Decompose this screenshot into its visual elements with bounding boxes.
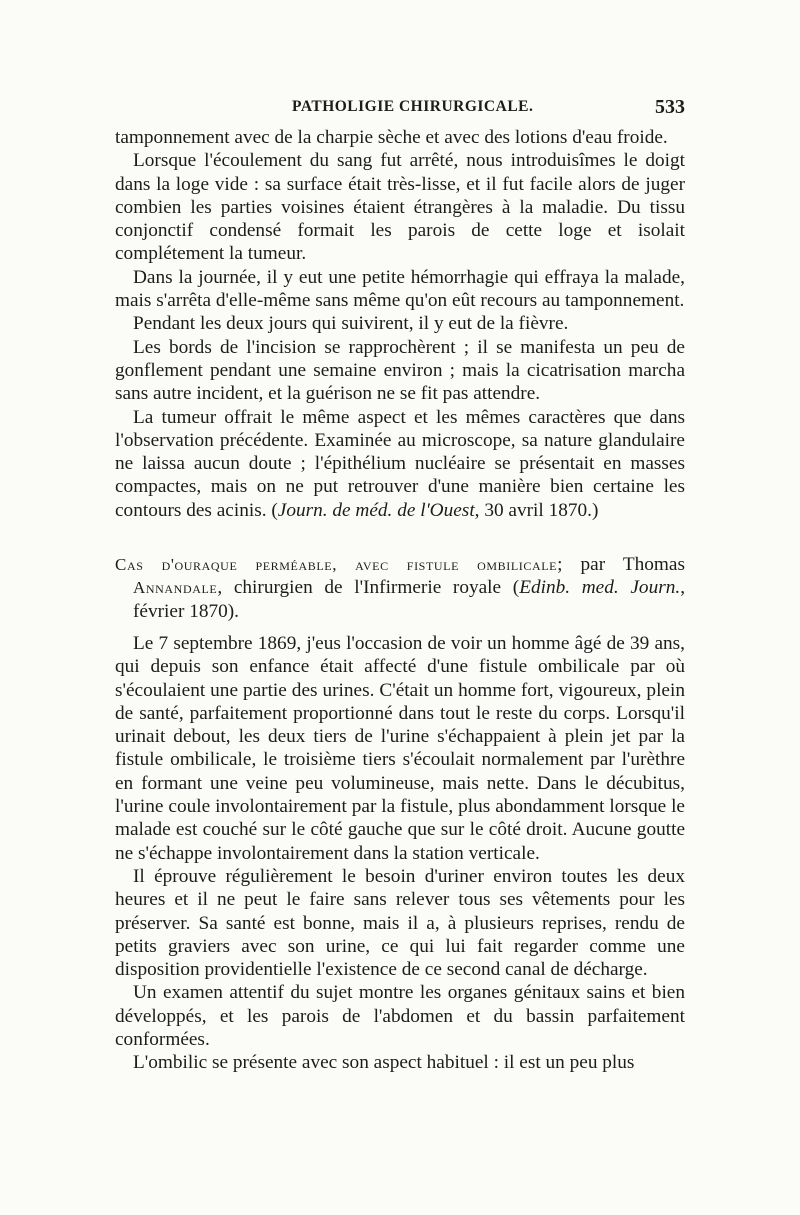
page-number: 533 [655,96,685,118]
paragraph: Dans la journée, il y eut une petite hémorrhagie qui effraya la malade, mais s'arrêta d'elle-même sans même qu'on eût recours au tamponnement. [115,266,685,312]
paragraph: Il éprouve régulièrement le besoin d'uriner environ toutes les deux heures et il ne peut le faire sans relever tous ses vêtements pour les préserver. Sa santé est bonne, mais il a, à plusieurs reprises, rendu de petits graviers avec son urine, ce qui lui fait regarder comme une disposition providentielle l'existence de ce second canal de décharge. [115,865,685,981]
running-head-title: PATHOLIGIE CHIRURGICALE. [292,98,534,115]
section-heading [115,553,685,623]
section-spacer [115,623,685,632]
paragraph-text: La tumeur offrait le même aspect et les mêmes caractères que dans l'observation précédente. Examinée au microscope, sa nature glandulaire ne laissa aucun doute ; l'épithélium nucléaire se présentait en masses compactes, mais on ne put retrouver d'une manière bien certaine les contours des acinis. ( [115,406,685,521]
body-text [115,126,685,1075]
section-title: Cas d'ouraque perméable, avec fistule ombilicale [115,555,558,575]
section-journal: Edinb. med. Journ. [519,577,681,599]
paragraph: Les bords de l'incision se rapprochèrent ; il se manifesta un peu de gonflement pendant une semaine environ ; mais la cicatrisation marcha sans autre incident, et la guérison ne se fit pas attendre. [115,336,685,405]
paragraph-continuation: tamponnement avec de la charpie sèche et avec des lotions d'eau froide. [115,127,668,148]
running-head [115,96,685,120]
journal-citation: Journ. de méd. de l'Ouest [277,499,475,521]
paragraph: Un examen attentif du sujet montre les organes génitaux sains et bien développés, et les parois de l'abdomen et du bassin parfaitement conformées. [115,982,685,1050]
section-affiliation: , chirurgien de l'Infirmerie royale ( [217,577,520,599]
paragraph: L'ombilic se présente avec son aspect habituel : il est un peu plus [133,1052,635,1074]
paragraph-with-citation [115,406,685,522]
section-separator: ; par Thomas [557,554,685,576]
section-author: Annandale [133,578,218,598]
citation-date: , 30 avril 1870.) [474,499,599,521]
paragraph: Pendant les deux jours qui suivirent, il y eut de la fièvre. [133,313,569,335]
section-date: , février 1870). [133,577,686,622]
paragraph: Lorsque l'écoulement du sang fut arrêté, nous introduisîmes le doigt dans la loge vide : sa surface était très-lisse, et il fut facile alors de juger combien les parties voisines étaient étrangères à la maladie. Du tissu conjonctif condensé formait les parois de cette loge et isolait complétement la tumeur. [115,150,685,265]
paragraph: Le 7 septembre 1869, j'eus l'occasion de voir un homme âgé de 39 ans, qui depuis son enfance était affecté d'une fistule ombilicale par où s'écoulaient une partie des urines. C'était un homme fort, vigoureux, plein de santé, parfaitement proportionné dans tout le reste du corps. Lorsqu'il urinait debout, les deux tiers de l'urine s'échappaient à plein jet par la fistule ombilicale, le troisième tiers s'écoulait normalement par l'urèthre en formant une veine peu volumineuse, mais nette. Dans le décubitus, l'urine coule involontairement par la fistule, plus abondamment lorsque le malade est couché sur le côté gauche que sur le côté droit. Aucune goutte ne s'échappe involontairement dans la station verticale. [115,632,685,864]
section-spacer [115,522,685,553]
